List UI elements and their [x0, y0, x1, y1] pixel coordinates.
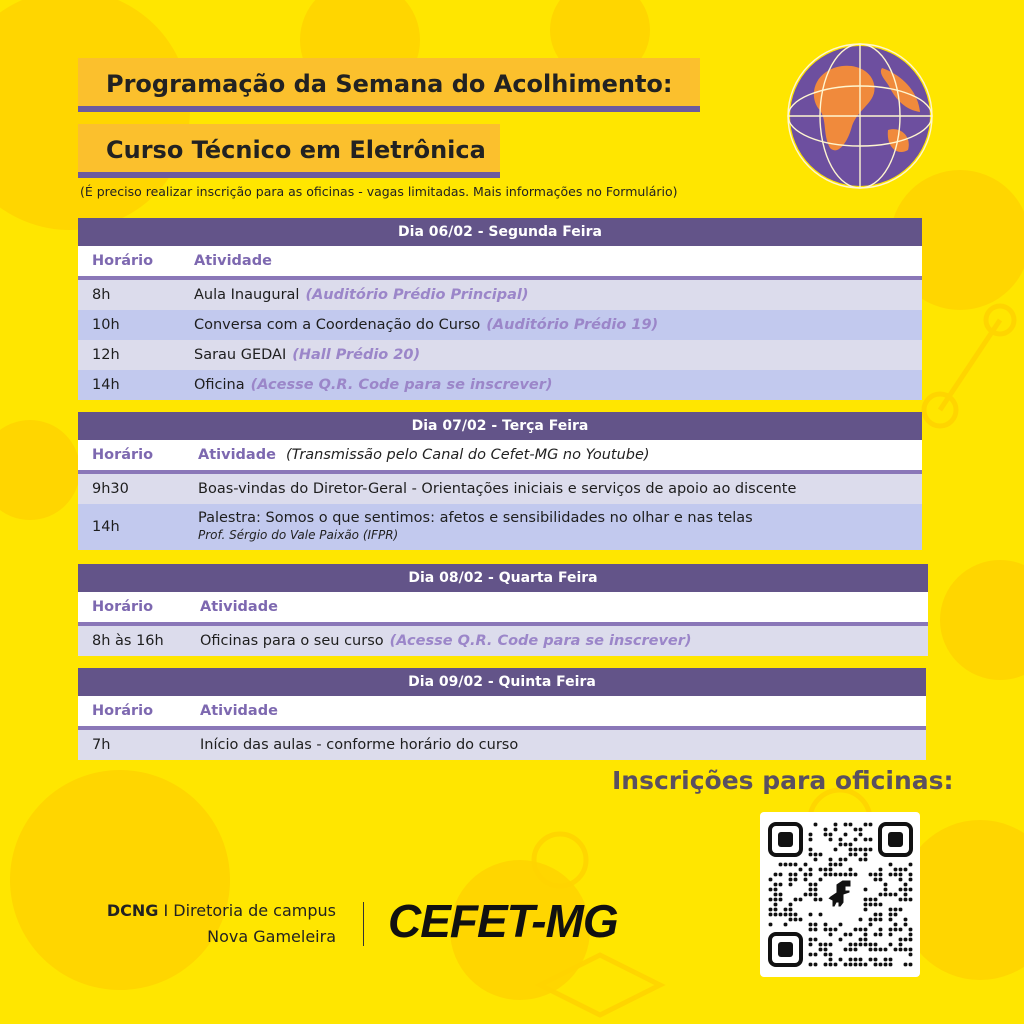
day-table-3: [78, 564, 928, 656]
day-header: Dia 07/02 - Terça Feira: [78, 412, 922, 440]
dino-icon: [829, 881, 851, 907]
column-header-row: [78, 246, 922, 280]
campus-info: [107, 898, 336, 950]
row-activity: Palestra: Somos o que sentimos: afetos e sensibilidades no olhar e nas telas: [198, 510, 753, 526]
row-location: (Auditório Prédio 19): [486, 317, 659, 333]
cefet-logo: CEFET-MG: [388, 895, 618, 947]
row-time: 10h: [92, 317, 120, 333]
day-table-2: [78, 412, 922, 550]
title-banner-2: [78, 124, 500, 178]
table-row: [78, 730, 926, 760]
table-row: [78, 340, 922, 370]
row-time: 12h: [92, 347, 120, 363]
day-header: Dia 09/02 - Quinta Feira: [78, 668, 926, 696]
course-title: Curso Técnico em Eletrônica: [106, 136, 486, 164]
signup-heading: Inscrições para oficinas:: [612, 766, 954, 795]
column-time: Horário: [92, 253, 154, 269]
column-header-row: [78, 696, 926, 730]
row-location: (Hall Prédio 20): [292, 347, 421, 363]
day-table-1: [78, 218, 922, 400]
row-time: 9h30: [92, 481, 129, 497]
row-activity: Oficina: [194, 377, 245, 393]
qr-code[interactable]: [760, 812, 920, 977]
column-time: Horário: [92, 703, 154, 719]
title-banner-1: [78, 58, 700, 112]
row-activity: Início das aulas - conforme horário do curso: [200, 737, 519, 753]
table-row: [78, 370, 922, 400]
day-header: Dia 08/02 - Quarta Feira: [78, 564, 928, 592]
table-row: [78, 280, 922, 310]
footer-divider: [363, 902, 364, 946]
globe-icon: [778, 38, 944, 192]
day-table-4: [78, 668, 926, 760]
column-time: Horário: [92, 599, 154, 615]
table-row: [78, 626, 928, 656]
row-activity: Sarau GEDAI: [194, 347, 287, 363]
table-row: [78, 310, 922, 340]
day-header: Dia 06/02 - Segunda Feira: [78, 218, 922, 246]
row-activity: Conversa com a Coordenação do Curso: [194, 317, 481, 333]
row-location: (Acesse Q.R. Code para se inscrever): [250, 377, 553, 393]
row-time: 8h: [92, 287, 111, 303]
table-row: [78, 504, 922, 550]
column-activity: Atividade: [198, 447, 276, 463]
separator: I: [163, 901, 169, 920]
registration-note: (É preciso realizar inscrição para as oficinas - vagas limitadas. Mais informações no Formulário): [80, 184, 678, 199]
row-time: 8h às 16h: [92, 633, 164, 649]
column-header-row: [78, 440, 922, 474]
row-time: 7h: [92, 737, 111, 753]
row-activity: Aula Inaugural: [194, 287, 300, 303]
column-header-row: [78, 592, 928, 626]
page-title: Programação da Semana do Acolhimento:: [106, 70, 673, 98]
column-activity: Atividade: [194, 253, 272, 269]
column-time: Horário: [92, 447, 154, 463]
row-activity: Boas-vindas do Diretor-Geral - Orientações iniciais e serviços de apoio ao discente: [198, 481, 797, 497]
row-location: (Auditório Prédio Principal): [305, 287, 529, 303]
row-location: (Acesse Q.R. Code para se inscrever): [389, 633, 692, 649]
title-underline: [78, 172, 500, 178]
row-time: 14h: [92, 519, 120, 535]
stream-note: (Transmissão pelo Canal do Cefet-MG no Youtube): [285, 447, 650, 463]
row-time: 14h: [92, 377, 120, 393]
row-activity: Oficinas para o seu curso: [200, 633, 384, 649]
title-underline: [78, 106, 700, 112]
column-activity: Atividade: [200, 599, 278, 615]
campus-line1: Diretoria de campus: [173, 901, 336, 920]
campus-line2: Nova Gameleira: [207, 927, 336, 946]
campus-abbrev: DCNG: [106, 901, 159, 920]
row-speaker: Prof. Sérgio do Vale Paixão (IFPR): [198, 528, 399, 542]
table-row: [78, 474, 922, 504]
column-activity: Atividade: [200, 703, 278, 719]
